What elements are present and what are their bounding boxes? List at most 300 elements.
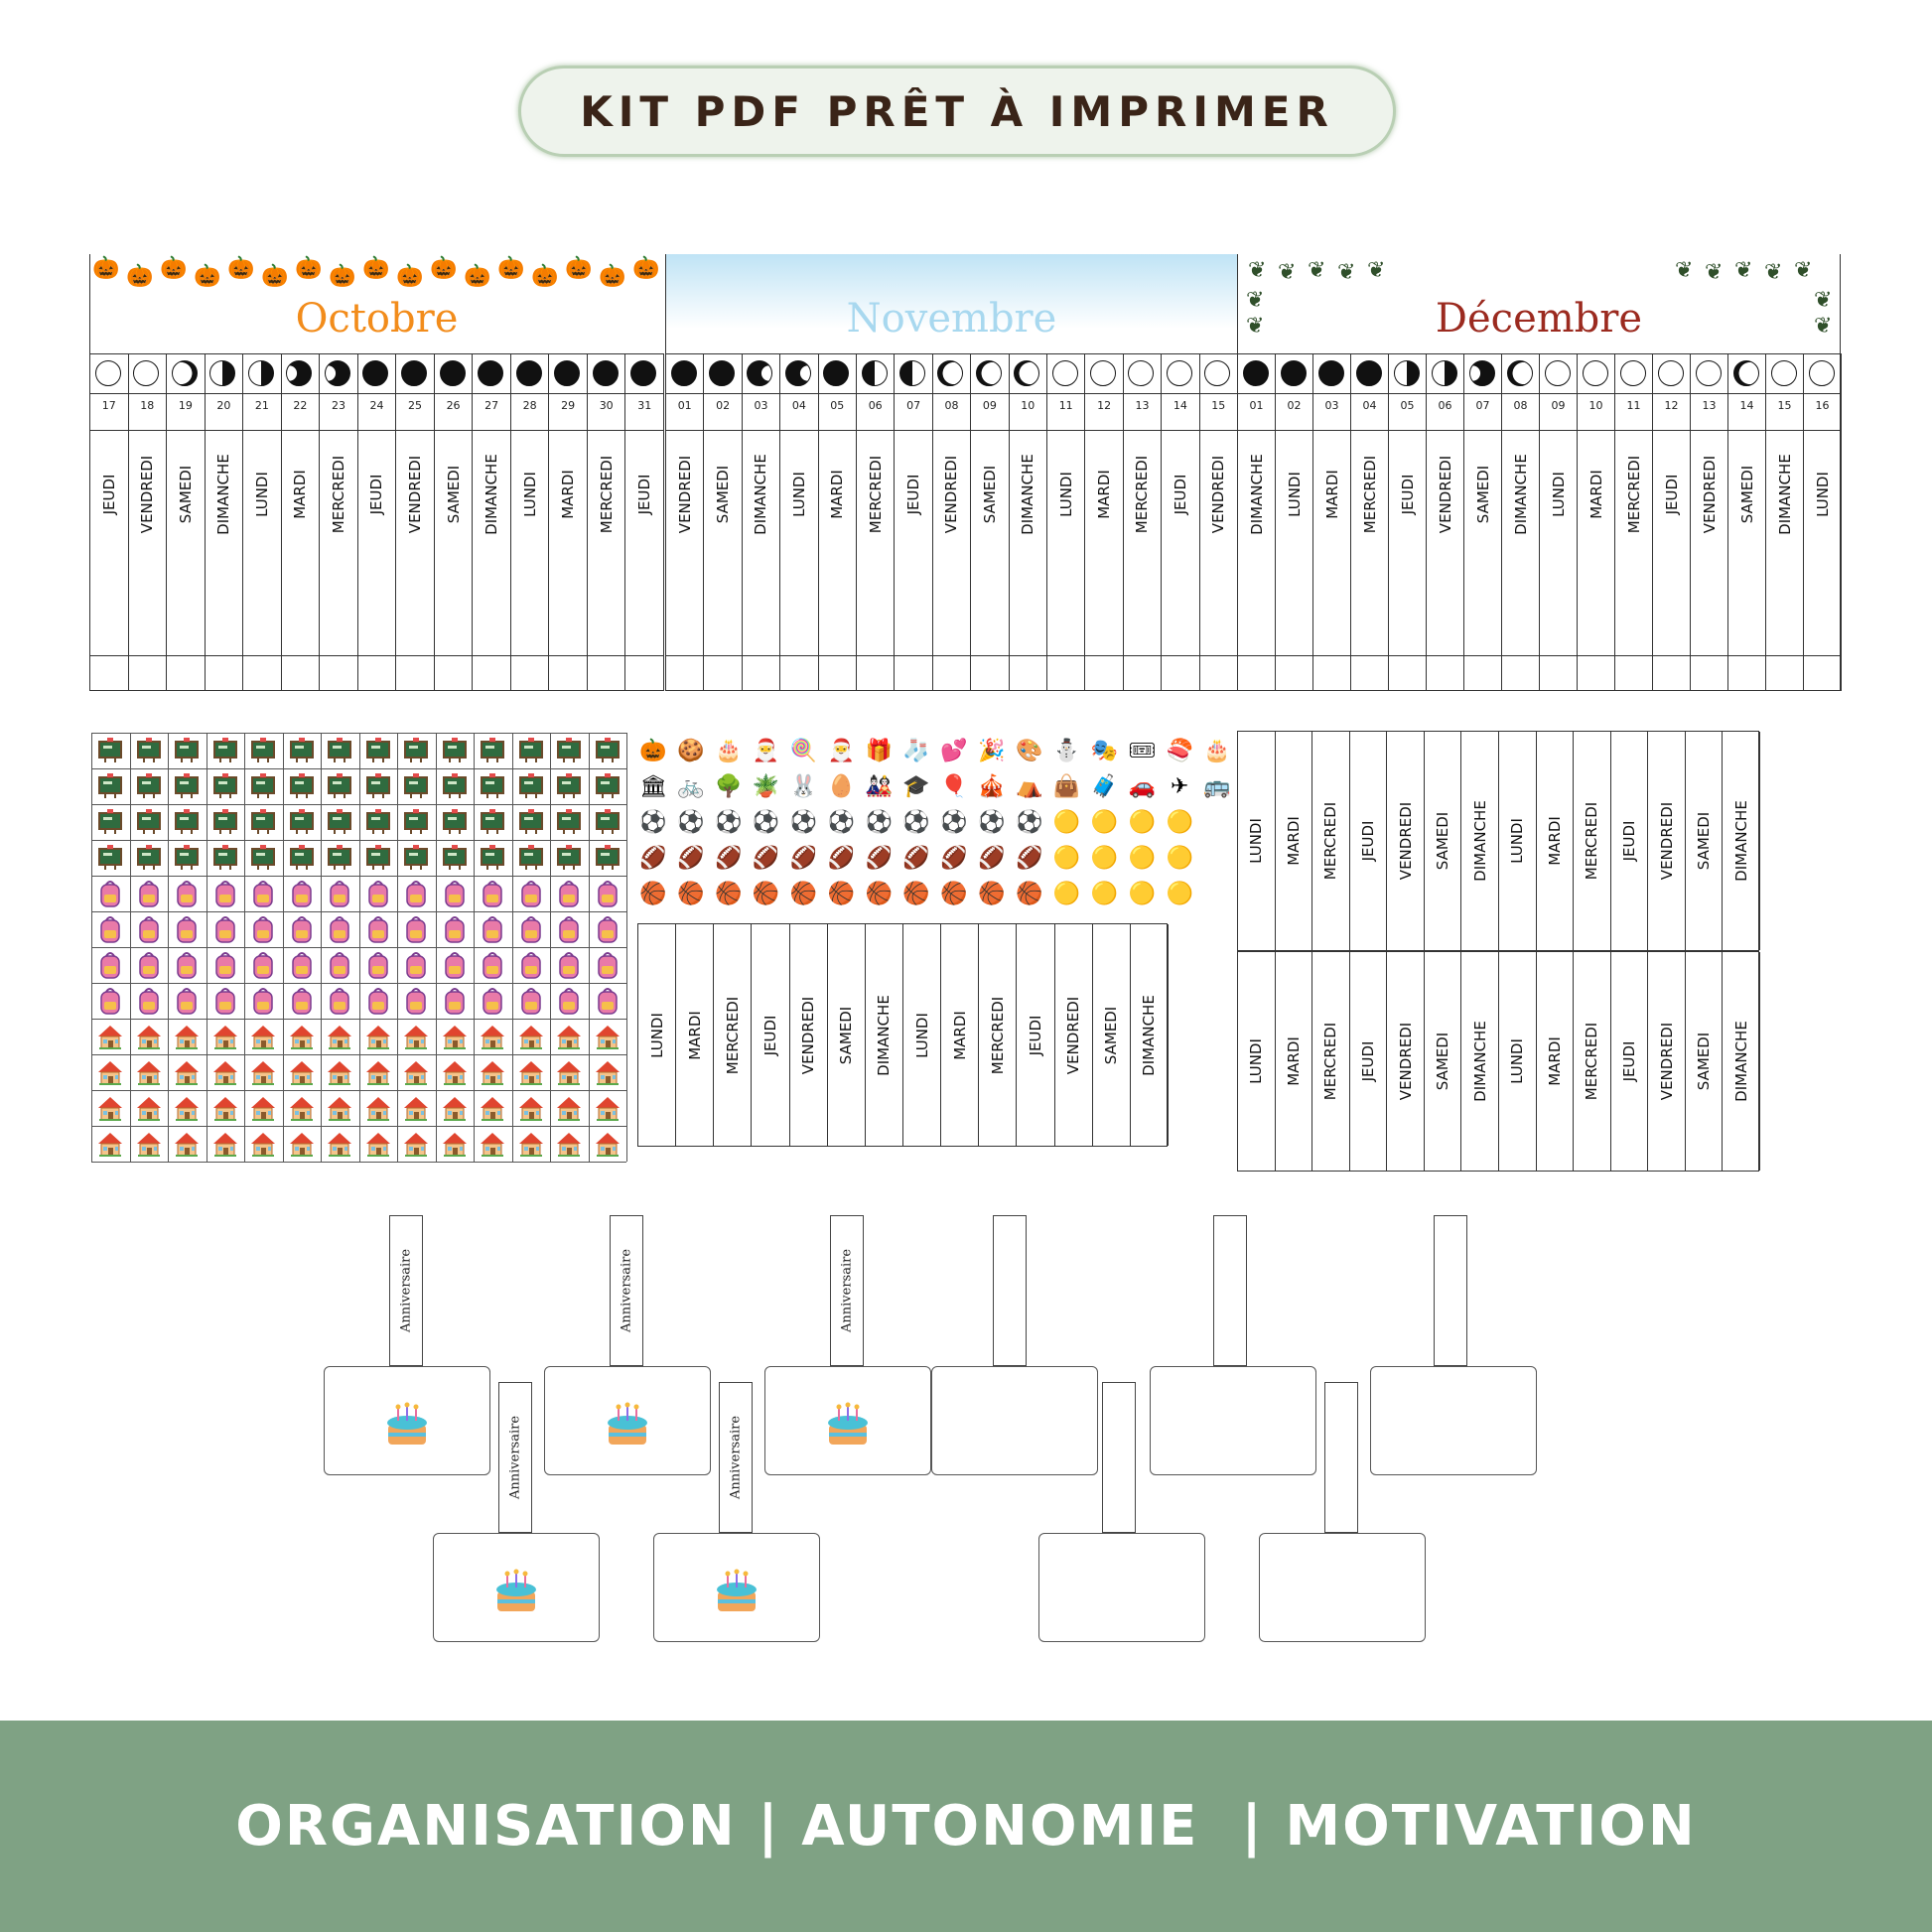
tag-stem — [719, 1382, 753, 1533]
backpack-icon — [593, 986, 622, 1016]
school-board-icon — [401, 843, 431, 873]
weekday-label: MERCREDI — [597, 455, 616, 534]
tag-card — [1370, 1366, 1537, 1475]
moon-phase-icon — [1090, 360, 1116, 386]
school-board-icon — [95, 736, 125, 765]
house-icon — [210, 1022, 240, 1051]
weekday-cell — [1499, 952, 1537, 1171]
weekday-label: DIMANCHE — [752, 454, 770, 535]
weekday-label: DIMANCHE — [1247, 454, 1266, 535]
day-column — [1124, 353, 1162, 691]
house-icon — [593, 1022, 622, 1051]
day-column — [90, 353, 129, 691]
house-icon — [478, 1129, 507, 1159]
tag-label: Anniversaire — [619, 1248, 634, 1333]
weekday-cell — [638, 924, 676, 1146]
moon-phase-icon — [1281, 360, 1307, 386]
house-icon — [287, 1093, 317, 1123]
tag-stem — [830, 1215, 864, 1366]
day-column — [1351, 353, 1389, 691]
house-icon — [95, 1057, 125, 1087]
day-column — [971, 353, 1009, 691]
activity-sticker-icon: 🏈 — [715, 845, 743, 871]
date-label: 06 — [1438, 399, 1452, 412]
school-board-icon — [440, 843, 470, 873]
activity-sticker-icon: 🏈 — [1016, 845, 1043, 871]
weekday-label: DIMANCHE — [1470, 800, 1489, 882]
row-divider — [1238, 430, 1840, 431]
activity-sticker-icon: ⚽ — [789, 809, 818, 835]
backpack-icon — [248, 914, 278, 944]
moon-phase-icon — [862, 360, 888, 386]
row-divider — [666, 655, 1237, 656]
school-board-icon — [134, 807, 164, 837]
tag-label: Anniversaire — [839, 1248, 855, 1333]
holly-icon: ❦ — [1248, 258, 1267, 283]
moon-phase-icon — [1620, 360, 1646, 386]
day-column — [129, 353, 168, 691]
weekday-label: LUNDI — [1813, 472, 1832, 517]
weekday-label: SAMEDI — [1434, 1032, 1452, 1091]
backpack-icon — [554, 950, 584, 980]
weekday-cell — [790, 924, 828, 1146]
pumpkin-icon: 🎃 — [329, 264, 356, 289]
backpack-icon — [593, 879, 622, 908]
weekday-cell — [1723, 732, 1760, 950]
weekday-label: DIMANCHE — [1731, 800, 1750, 882]
weekday-cell — [714, 924, 752, 1146]
backpack-icon — [248, 986, 278, 1016]
backpack-icon — [287, 914, 317, 944]
moon-phase-icon — [1507, 360, 1533, 386]
weekday-cell — [1312, 952, 1350, 1171]
house-icon — [134, 1129, 164, 1159]
moon-phase-icon — [209, 360, 235, 386]
school-board-icon — [95, 843, 125, 873]
tag-stem — [610, 1215, 643, 1366]
weekday-label: SAMEDI — [1737, 465, 1756, 524]
day-column — [1615, 353, 1653, 691]
weekday-label: DIMANCHE — [1019, 454, 1037, 535]
moon-phase-icon — [325, 360, 350, 386]
date-label: 04 — [791, 399, 806, 412]
school-board-icon — [248, 807, 278, 837]
holly-icon: ❦ — [1337, 260, 1356, 285]
weekday-cell — [1131, 924, 1169, 1146]
weekday-label: DIMANCHE — [1775, 454, 1794, 535]
house-icon — [248, 1057, 278, 1087]
backpack-icon — [172, 986, 202, 1016]
month-name: Décembre — [1435, 296, 1643, 342]
activity-sticker-icon: 🏈 — [978, 845, 1006, 871]
tag-stem — [1102, 1382, 1136, 1533]
moon-phase-icon — [671, 360, 697, 386]
month-name: Octobre — [295, 296, 459, 342]
house-icon — [325, 1129, 354, 1159]
activity-sticker-icon: ⛄ — [1052, 738, 1081, 763]
moon-phase-icon — [1733, 360, 1759, 386]
school-board-icon — [593, 736, 622, 765]
day-column — [358, 353, 397, 691]
weekday-label: JEUDI — [1619, 820, 1638, 862]
weekday-cell — [941, 924, 979, 1146]
weekday-cell — [676, 924, 714, 1146]
activity-sticker-icon: 🎎 — [865, 773, 893, 799]
date-label: 01 — [677, 399, 692, 412]
holly-icon: ❦ — [1794, 258, 1813, 283]
sticker-grid-line — [91, 911, 626, 912]
weekday-cell — [1686, 732, 1724, 950]
house-icon — [134, 1022, 164, 1051]
weekday-label: MARDI — [559, 470, 578, 519]
house-icon — [554, 1022, 584, 1051]
house-icon — [363, 1022, 393, 1051]
backpack-icon — [95, 914, 125, 944]
backpack-icon — [325, 986, 354, 1016]
activity-sticker-icon: 🚗 — [1128, 773, 1157, 799]
activity-sticker-icon: 🎭 — [1090, 738, 1119, 763]
house-icon — [95, 1022, 125, 1051]
day-column — [1427, 353, 1464, 691]
house-icon — [95, 1093, 125, 1123]
day-column — [1238, 353, 1276, 691]
activity-sticker-icon: 🏀 — [827, 881, 856, 906]
pumpkin-icon: 🎃 — [194, 264, 221, 289]
backpack-icon — [554, 879, 584, 908]
pumpkin-icon: 🎃 — [464, 264, 491, 289]
date-label: 30 — [599, 399, 614, 412]
moon-phase-icon — [286, 360, 312, 386]
ball-icon: 🟡 — [1052, 809, 1081, 835]
date-label: 11 — [1058, 399, 1073, 412]
tag-stem — [1213, 1215, 1247, 1366]
day-column — [1502, 353, 1540, 691]
school-board-icon — [593, 807, 622, 837]
weekday-label: JEUDI — [1171, 474, 1189, 515]
school-board-icon — [440, 736, 470, 765]
house-icon — [516, 1129, 546, 1159]
date-label: 09 — [1551, 399, 1566, 412]
sticker-grid-line — [91, 983, 626, 984]
house-icon — [287, 1057, 317, 1087]
sticker-grid-line — [91, 733, 626, 734]
weekday-label: SAMEDI — [1434, 811, 1452, 871]
pumpkin-icon: 🎃 — [92, 256, 120, 281]
weekday-label: VENDREDI — [1396, 1022, 1415, 1101]
activity-sticker-icon: 🚲 — [677, 773, 705, 799]
holly-icon: ❦ — [1367, 258, 1386, 283]
weekday-label: VENDREDI — [1657, 1022, 1676, 1101]
weekday-label: MERCREDI — [1583, 801, 1601, 881]
school-board-icon — [478, 736, 507, 765]
weekday-cell — [1350, 952, 1388, 1171]
weekday-label: DIMANCHE — [875, 994, 894, 1076]
moon-phase-icon — [1696, 360, 1722, 386]
school-board-icon — [134, 843, 164, 873]
birthday-cake-icon — [710, 1566, 763, 1619]
school-board-icon — [440, 771, 470, 801]
date-label: 13 — [1135, 399, 1150, 412]
activity-sticker-icon: ⚽ — [827, 809, 856, 835]
backpack-icon — [287, 986, 317, 1016]
house-icon — [478, 1057, 507, 1087]
day-column — [1389, 353, 1427, 691]
backpack-icon — [210, 986, 240, 1016]
school-board-icon — [248, 843, 278, 873]
tag-card — [653, 1533, 820, 1642]
house-icon — [478, 1022, 507, 1051]
holly-icon: ❦ — [1278, 260, 1297, 285]
day-column — [1313, 353, 1351, 691]
date-label: 03 — [754, 399, 768, 412]
weekday-label: DIMANCHE — [483, 454, 501, 535]
weekday-label: JEUDI — [1358, 1040, 1377, 1082]
date-label: 23 — [331, 399, 345, 412]
weekday-label: VENDREDI — [799, 996, 818, 1074]
weekday-label: SAMEDI — [1695, 1032, 1714, 1091]
house-icon — [516, 1093, 546, 1123]
moon-phase-icon — [593, 360, 619, 386]
day-column — [282, 353, 321, 691]
month-header — [666, 254, 1237, 354]
weekday-label: VENDREDI — [1209, 455, 1228, 534]
birthday-cake-icon — [489, 1566, 543, 1619]
weekday-strip-right-top — [1237, 731, 1759, 951]
row-divider — [90, 655, 663, 656]
activity-sticker-icon: 🏈 — [902, 845, 930, 871]
tag-stem — [993, 1215, 1027, 1366]
house-icon — [516, 1057, 546, 1087]
school-board-icon — [593, 771, 622, 801]
school-board-icon — [325, 736, 354, 765]
backpack-icon — [401, 986, 431, 1016]
weekday-label: SAMEDI — [444, 465, 463, 524]
activity-sticker-icon: 🏀 — [1016, 881, 1043, 906]
backpack-icon — [287, 879, 317, 908]
sticker-grid-line — [91, 768, 626, 769]
moon-phase-icon — [478, 360, 503, 386]
tag-card — [544, 1366, 711, 1475]
weekday-label: VENDREDI — [1700, 455, 1719, 534]
backpack-icon — [440, 986, 470, 1016]
weekday-cell — [1723, 952, 1760, 1171]
holly-icon: ❦ — [1764, 260, 1783, 285]
house-icon — [210, 1093, 240, 1123]
backpack-icon — [401, 950, 431, 980]
weekday-cell — [1648, 732, 1686, 950]
backpack-icon — [516, 986, 546, 1016]
moon-phase-icon — [95, 360, 121, 386]
activity-sticker-icon: ⚽ — [902, 809, 930, 835]
weekday-cell — [1276, 952, 1313, 1171]
backpack-icon — [248, 950, 278, 980]
day-column — [473, 353, 511, 691]
weekday-cell — [1093, 924, 1131, 1146]
moon-phase-icon — [362, 360, 388, 386]
activity-sticker-icon: ⚽ — [677, 809, 705, 835]
moon-phase-icon — [709, 360, 735, 386]
house-icon — [287, 1129, 317, 1159]
house-icon — [325, 1057, 354, 1087]
weekday-label: JEUDI — [1026, 1015, 1044, 1055]
day-column — [1464, 353, 1502, 691]
sticker-grid-line — [626, 733, 627, 1162]
activity-sticker-icon: 🧦 — [902, 738, 930, 763]
sticker-grid-line — [91, 947, 626, 948]
backpack-icon — [363, 879, 393, 908]
day-column — [320, 353, 358, 691]
month-name: Novembre — [846, 296, 1057, 342]
moon-phase-icon — [1167, 360, 1192, 386]
holly-icon: ❦ — [1814, 288, 1833, 313]
sticker-grid-line — [91, 1054, 626, 1055]
house-icon — [401, 1129, 431, 1159]
weekday-cell — [979, 924, 1017, 1146]
school-board-icon — [363, 771, 393, 801]
date-label: 31 — [637, 399, 652, 412]
house-icon — [478, 1093, 507, 1123]
school-board-icon — [478, 771, 507, 801]
date-label: 29 — [561, 399, 576, 412]
backpack-icon — [210, 879, 240, 908]
day-column — [206, 353, 244, 691]
weekday-cell — [1276, 732, 1313, 950]
date-label: 05 — [830, 399, 845, 412]
moon-phase-icon — [1014, 360, 1039, 386]
weekday-label: SAMEDI — [1695, 811, 1714, 871]
activity-sticker-icon: 🚌 — [1203, 773, 1231, 799]
tag-card — [1038, 1533, 1205, 1642]
ball-icon: 🟡 — [1090, 845, 1119, 871]
moon-phase-icon — [747, 360, 772, 386]
weekday-label: VENDREDI — [675, 455, 694, 534]
weekday-label: DIMANCHE — [1470, 1021, 1489, 1102]
date-label: 11 — [1626, 399, 1641, 412]
moon-phase-icon — [172, 360, 198, 386]
moon-phase-icon — [1583, 360, 1608, 386]
ball-icon: 🟡 — [1090, 881, 1119, 906]
weekday-label: VENDREDI — [942, 455, 961, 534]
house-icon — [440, 1057, 470, 1087]
moon-phase-icon — [248, 360, 274, 386]
day-column — [857, 353, 895, 691]
house-icon — [554, 1057, 584, 1087]
day-column — [1540, 353, 1578, 691]
backpack-icon — [440, 914, 470, 944]
pumpkin-icon: 🎃 — [227, 256, 255, 281]
weekday-label: LUNDI — [1285, 472, 1304, 517]
date-label: 10 — [1588, 399, 1603, 412]
day-column — [1691, 353, 1728, 691]
day-column — [1276, 353, 1313, 691]
day-column — [933, 353, 971, 691]
activity-sticker-icon: 🏀 — [865, 881, 893, 906]
house-icon — [287, 1022, 317, 1051]
date-label: 14 — [1739, 399, 1754, 412]
weekday-cell — [1017, 924, 1054, 1146]
weekday-cell — [1537, 732, 1575, 950]
day-column — [1578, 353, 1615, 691]
birthday-cake-icon — [380, 1399, 434, 1452]
backpack-icon — [325, 879, 354, 908]
sticker-grid-line — [91, 804, 626, 805]
date-label: 13 — [1702, 399, 1717, 412]
tag-stem — [1434, 1215, 1467, 1366]
ball-icon: 🟡 — [1166, 845, 1193, 871]
weekday-label: JEUDI — [1619, 1040, 1638, 1082]
backpack-icon — [287, 950, 317, 980]
backpack-icon — [401, 879, 431, 908]
holly-icon: ❦ — [1675, 258, 1694, 283]
tag-stem — [498, 1382, 532, 1533]
sticker-grid-line — [91, 840, 626, 841]
house-icon — [363, 1129, 393, 1159]
weekday-label: MERCREDI — [1321, 801, 1340, 881]
activity-sticker-icon: 🏈 — [827, 845, 856, 871]
backpack-icon — [554, 914, 584, 944]
weekday-cell — [903, 924, 941, 1146]
weekday-label: SAMEDI — [1473, 465, 1492, 524]
month-1 — [665, 254, 1237, 691]
weekday-cell — [1537, 952, 1575, 1171]
backpack-icon — [248, 879, 278, 908]
moon-phase-icon — [554, 360, 580, 386]
activity-sticker-icon: 🎟 — [1128, 738, 1157, 763]
pumpkin-icon: 🎃 — [497, 256, 525, 281]
activity-sticker-icon: 🪴 — [752, 773, 780, 799]
pumpkin-icon: 🎃 — [261, 264, 289, 289]
house-icon — [593, 1129, 622, 1159]
backpack-icon — [593, 914, 622, 944]
school-board-icon — [401, 771, 431, 801]
ball-icon: 🟡 — [1166, 881, 1193, 906]
backpack-icon — [134, 914, 164, 944]
school-board-icon — [516, 807, 546, 837]
school-board-icon — [554, 807, 584, 837]
pumpkin-icon: 🎃 — [632, 256, 660, 281]
activity-sticker-icon: 💕 — [940, 738, 968, 763]
activity-sticker-icon: ⚽ — [865, 809, 893, 835]
date-label: 26 — [446, 399, 461, 412]
school-board-icon — [554, 771, 584, 801]
activity-sticker-icon: 🏈 — [639, 845, 667, 871]
weekday-label: LUNDI — [1247, 818, 1266, 864]
school-board-icon — [325, 807, 354, 837]
pumpkin-icon: 🎃 — [295, 256, 323, 281]
pumpkin-icon: 🎃 — [599, 264, 626, 289]
school-board-icon — [95, 807, 125, 837]
backpack-icon — [210, 950, 240, 980]
date-label: 19 — [178, 399, 193, 412]
house-icon — [134, 1057, 164, 1087]
house-icon — [248, 1093, 278, 1123]
weekday-label: SAMEDI — [176, 465, 195, 524]
activity-sticker-icon: 🏀 — [752, 881, 780, 906]
weekday-cell — [866, 924, 903, 1146]
day-column — [396, 353, 435, 691]
backpack-icon — [593, 950, 622, 980]
weekday-label: MERCREDI — [988, 996, 1007, 1074]
day-column — [1728, 353, 1766, 691]
house-icon — [248, 1022, 278, 1051]
day-column — [167, 353, 206, 691]
date-label: 20 — [216, 399, 231, 412]
house-icon — [134, 1093, 164, 1123]
day-column — [1085, 353, 1123, 691]
month-0 — [89, 254, 663, 691]
day-column — [1010, 353, 1047, 691]
holly-icon: ❦ — [1308, 258, 1326, 283]
